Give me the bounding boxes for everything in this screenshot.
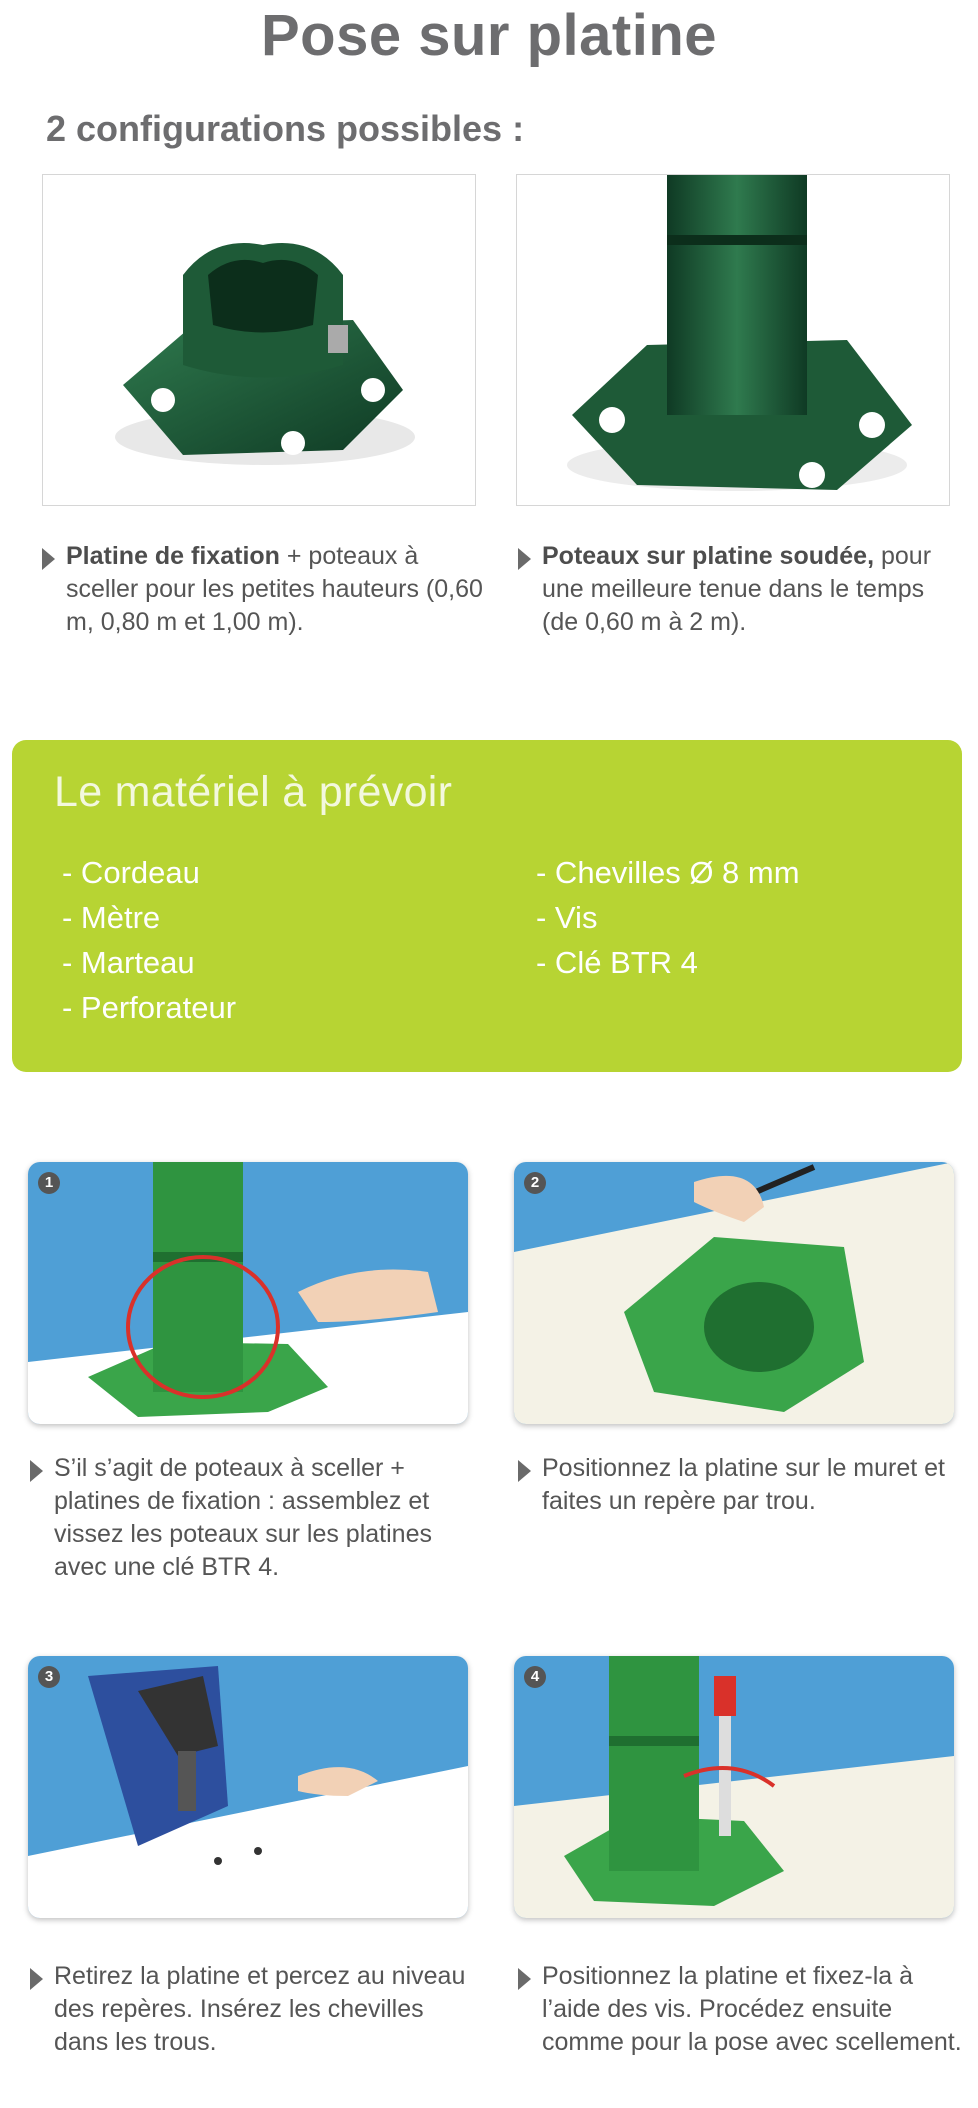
config-1-text: + poteaux à sceller pour les petites hauteurs (0,60 m, 0,80 m et 1,00 m).	[66, 542, 483, 636]
config-2-bold: Poteaux sur platine soudée,	[542, 542, 875, 570]
materials-title: Le matériel à prévoir	[54, 768, 453, 816]
step-3-number: 3	[38, 1666, 60, 1688]
photo-platine-fixation	[42, 174, 476, 506]
bullet-arrow-icon	[42, 548, 55, 570]
bullet-arrow-icon	[518, 1968, 531, 1990]
step-4-number: 4	[524, 1666, 546, 1688]
step-2-text: Positionnez la platine sur le muret et faites un repère par trou.	[542, 1454, 945, 1515]
step-3-text: Retirez la platine et percez au niveau des repères. Insérez les chevilles dans les trous.	[54, 1962, 466, 2056]
config-caption-2	[542, 540, 962, 639]
step-2-caption	[542, 1452, 962, 1518]
material-item: - Clé BTR 4	[536, 945, 698, 980]
materials-left-list	[62, 850, 236, 1030]
materials-right-list	[536, 850, 800, 985]
photo-platine-soudee	[516, 174, 950, 506]
step-1-text: S’il s’agit de poteaux à sceller + platines de fixation : assemblez et vissez les poteaux sur les platines avec une clé BTR 4.	[54, 1454, 432, 1581]
step-2-number: 2	[524, 1172, 546, 1194]
bullet-arrow-icon	[30, 1968, 43, 1990]
material-item: - Mètre	[62, 900, 161, 935]
step-1-caption	[54, 1452, 474, 1584]
bullet-arrow-icon	[518, 1460, 531, 1482]
step-4-text: Positionnez la platine et fixez-la à l’aide des vis. Procédez ensuite comme pour la pose avec scellement.	[542, 1962, 962, 2056]
bullet-arrow-icon	[30, 1460, 43, 1482]
step-3-image	[28, 1656, 468, 1918]
bullet-arrow-icon	[518, 548, 531, 570]
step-1-number: 1	[38, 1172, 60, 1194]
material-item: - Marteau	[62, 945, 195, 980]
step-1-image	[28, 1162, 468, 1424]
material-item: - Vis	[536, 900, 598, 935]
step-3-caption	[54, 1960, 474, 2059]
config-1-bold: Platine de fixation	[66, 542, 280, 570]
step-4-image	[514, 1656, 954, 1918]
material-item: - Cordeau	[62, 855, 200, 890]
page-title: Pose sur platine	[260, 3, 718, 68]
config-caption-1	[66, 540, 486, 639]
material-item: - Chevilles Ø 8 mm	[536, 855, 800, 890]
materials-panel	[12, 740, 962, 1072]
step-4-caption	[542, 1960, 962, 2059]
page-subtitle: 2 configurations possibles :	[46, 108, 525, 149]
step-2-image	[514, 1162, 954, 1424]
material-item: - Perforateur	[62, 990, 237, 1025]
config-2-text: pour une meilleure tenue dans le temps (de 0,60 m à 2 m).	[542, 542, 932, 636]
